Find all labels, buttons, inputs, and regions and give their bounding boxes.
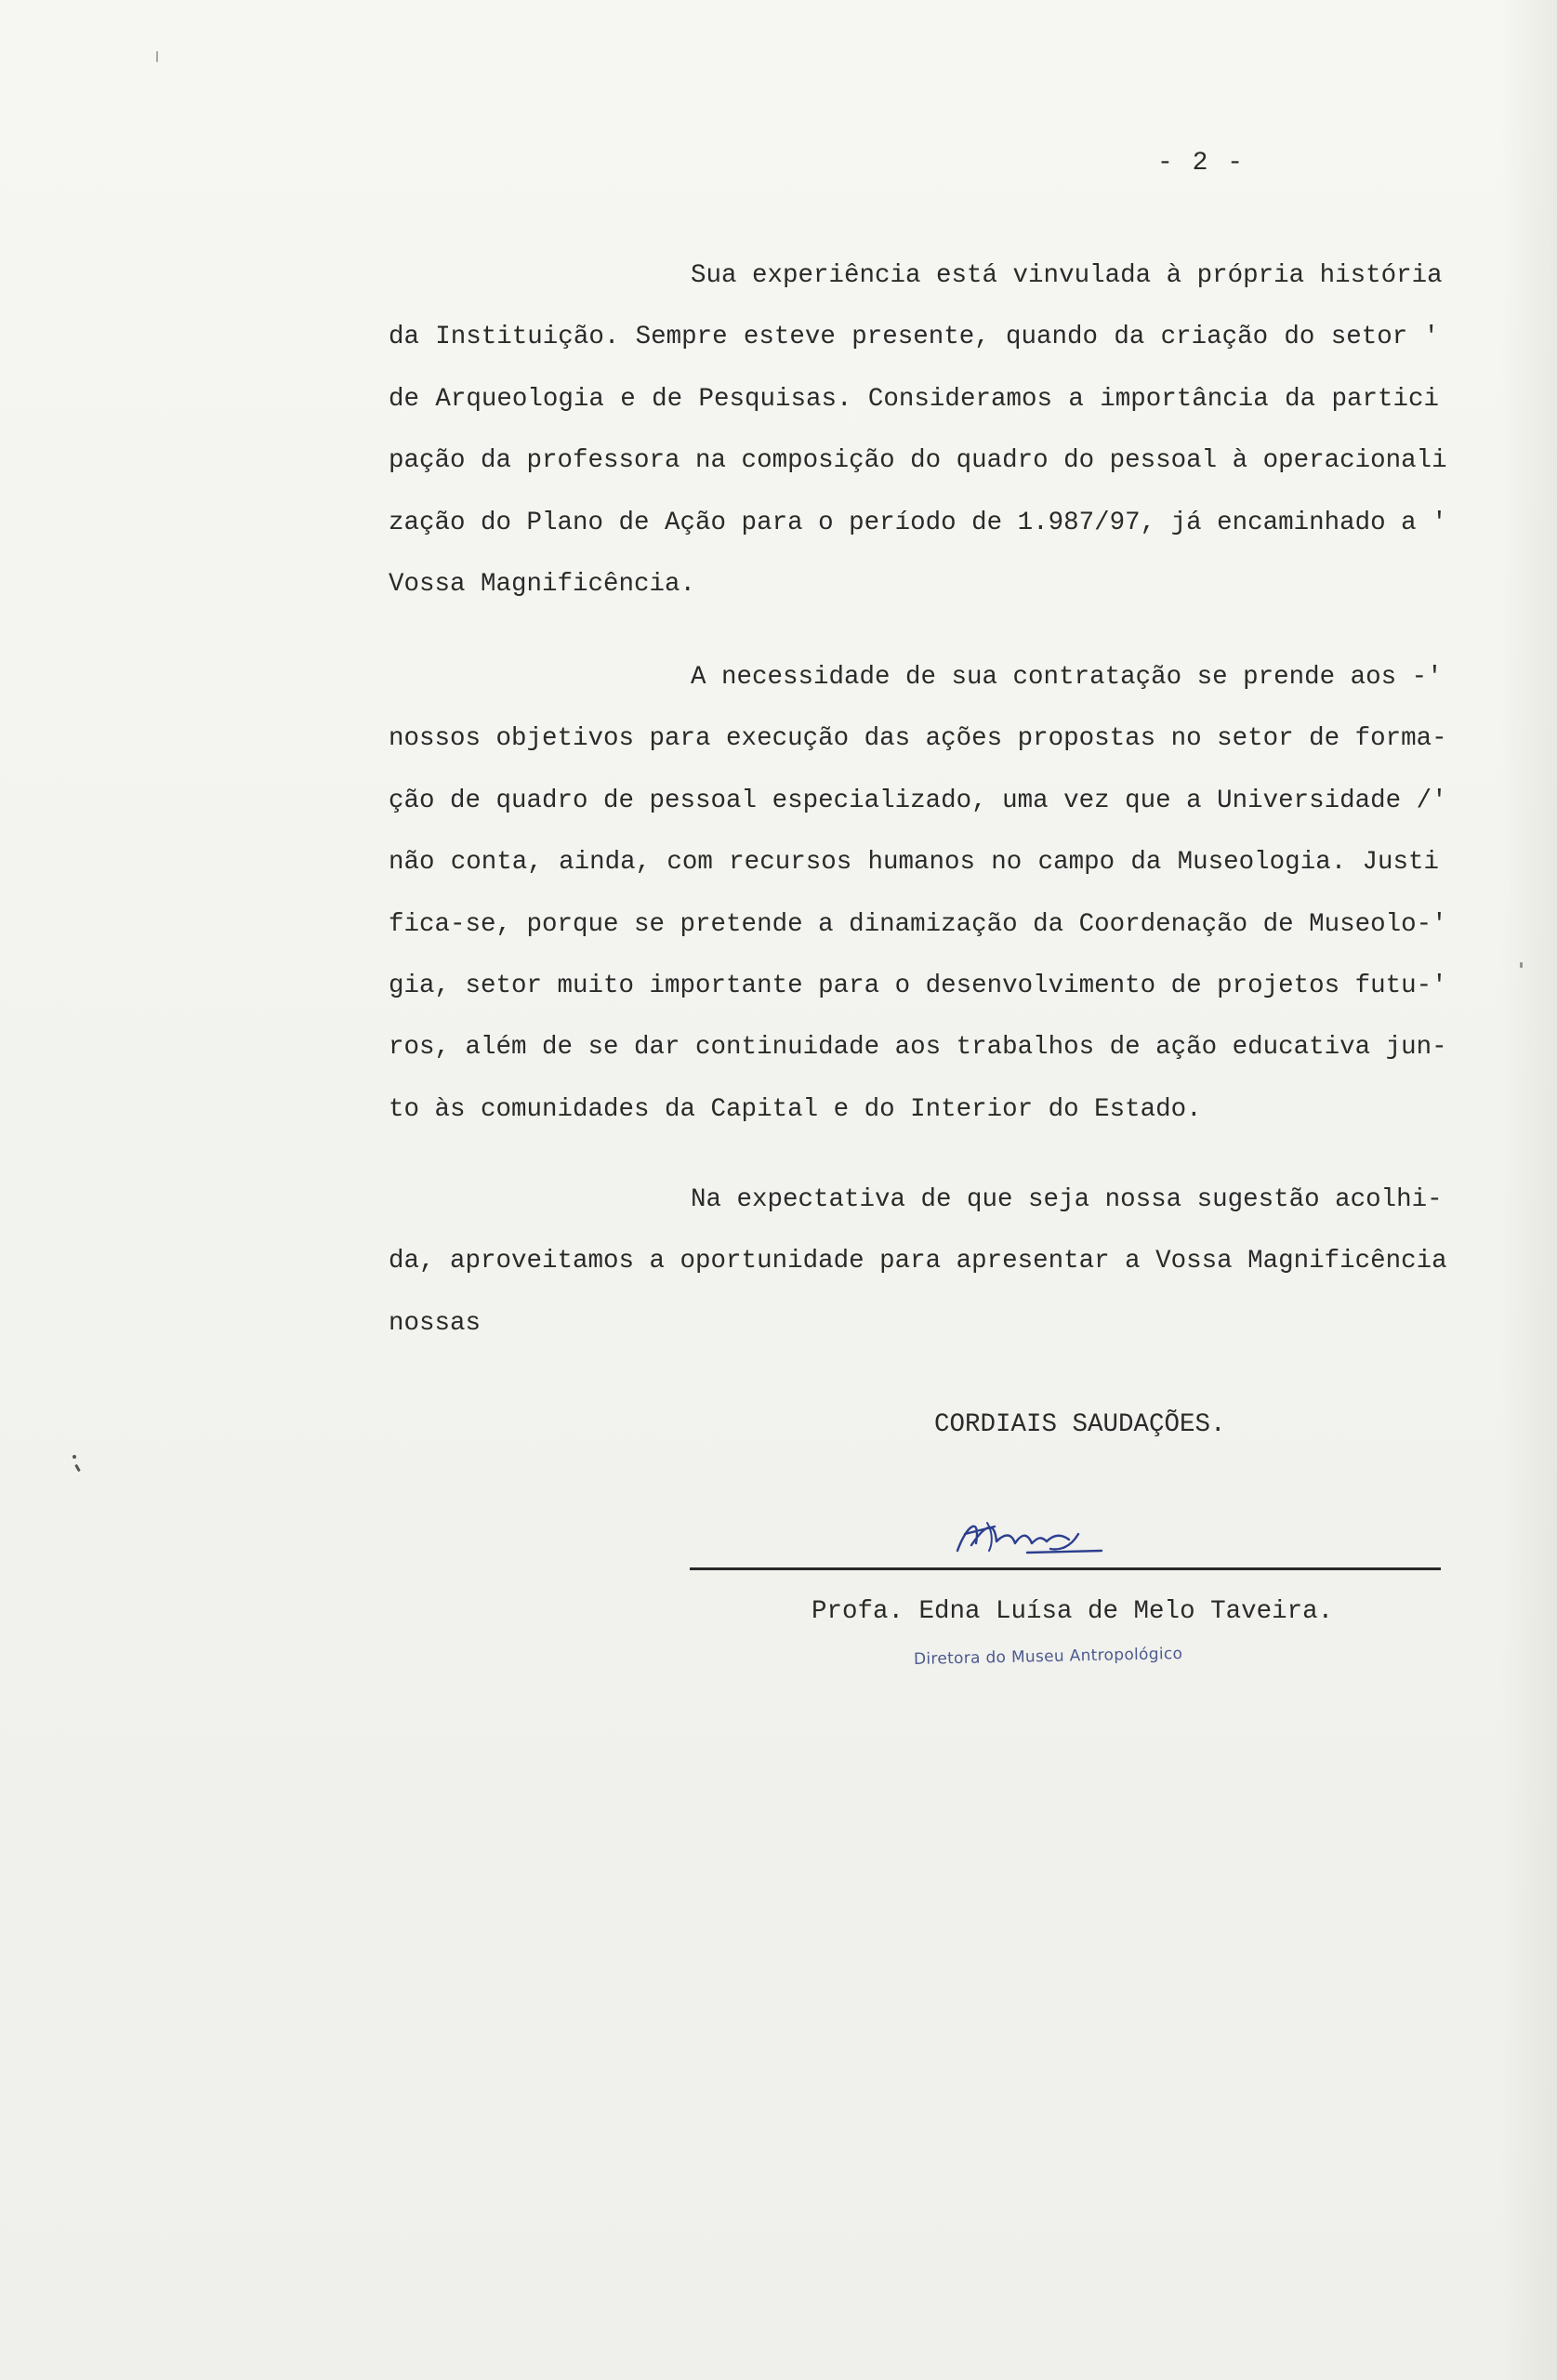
paragraph-line: nossas (389, 1308, 482, 1338)
paper-speck (1520, 962, 1523, 968)
paragraph-line: nossos objetivos para execução das ações propostas no setor de forma- (389, 724, 1447, 754)
paper-speck (73, 1455, 76, 1459)
paragraph-line: zação do Plano de Ação para o período de 1.987/97, já encaminhado a ' (389, 508, 1447, 537)
closing-salutation: CORDIAIS SAUDAÇÕES. (934, 1410, 1226, 1439)
paragraph-line: não conta, ainda, com recursos humanos no campo da Museologia. Justi (389, 848, 1439, 878)
paragraph-line: gia, setor muito importante para o desenvolvimento de projetos futu-' (389, 972, 1447, 1001)
paragraph-line: pação da professora na composição do quadro do pessoal à operacionali (389, 446, 1447, 476)
paragraph-line: A necessidade de sua contratação se prende aos -' (691, 663, 1443, 692)
paragraph-line: fica-se, porque se pretende a dinamização da Coordenação de Museolo-' (389, 909, 1447, 939)
page-number: - 2 - (1157, 149, 1246, 178)
paragraph-expectation (389, 1170, 1447, 1355)
paragraph-line: Sua experiência está vinvulada à própria história (691, 261, 1443, 290)
title-stamp: Diretora do Museu Antropológico (913, 1644, 1183, 1670)
paragraph-line: ção de quadro de pessoal especializado, uma vez que a Universidade /' (389, 786, 1447, 815)
paragraph-line: da Instituição. Sempre esteve presente, quando da criação do setor ' (389, 323, 1439, 352)
signature-line (690, 1567, 1441, 1570)
paragraph-line: Na expectativa de que seja nossa sugestão acolhi- (691, 1185, 1443, 1214)
paragraph-line: ros, além de se dar continuidade aos trabalhos de ação educativa jun- (389, 1033, 1447, 1063)
paper-speck (74, 1464, 81, 1472)
paragraph-necessity (389, 647, 1447, 1141)
page-edge-shadow (1501, 0, 1557, 2380)
paragraph-line: Vossa Magnificência. (389, 570, 696, 600)
paragraph-line: de Arqueologia e de Pesquisas. Consideramos a importância da partici (389, 384, 1439, 414)
signer-name: Profa. Edna Luísa de Melo Taveira. (811, 1597, 1334, 1626)
paper-speck (156, 51, 158, 62)
handwritten-signature (939, 1506, 1125, 1562)
paragraph-experience (389, 245, 1447, 615)
paragraph-line: to às comunidades da Capital e do Interior do Estado. (389, 1094, 1202, 1124)
paragraph-line: da, aproveitamos a oportunidade para apresentar a Vossa Magnificência (389, 1247, 1447, 1276)
